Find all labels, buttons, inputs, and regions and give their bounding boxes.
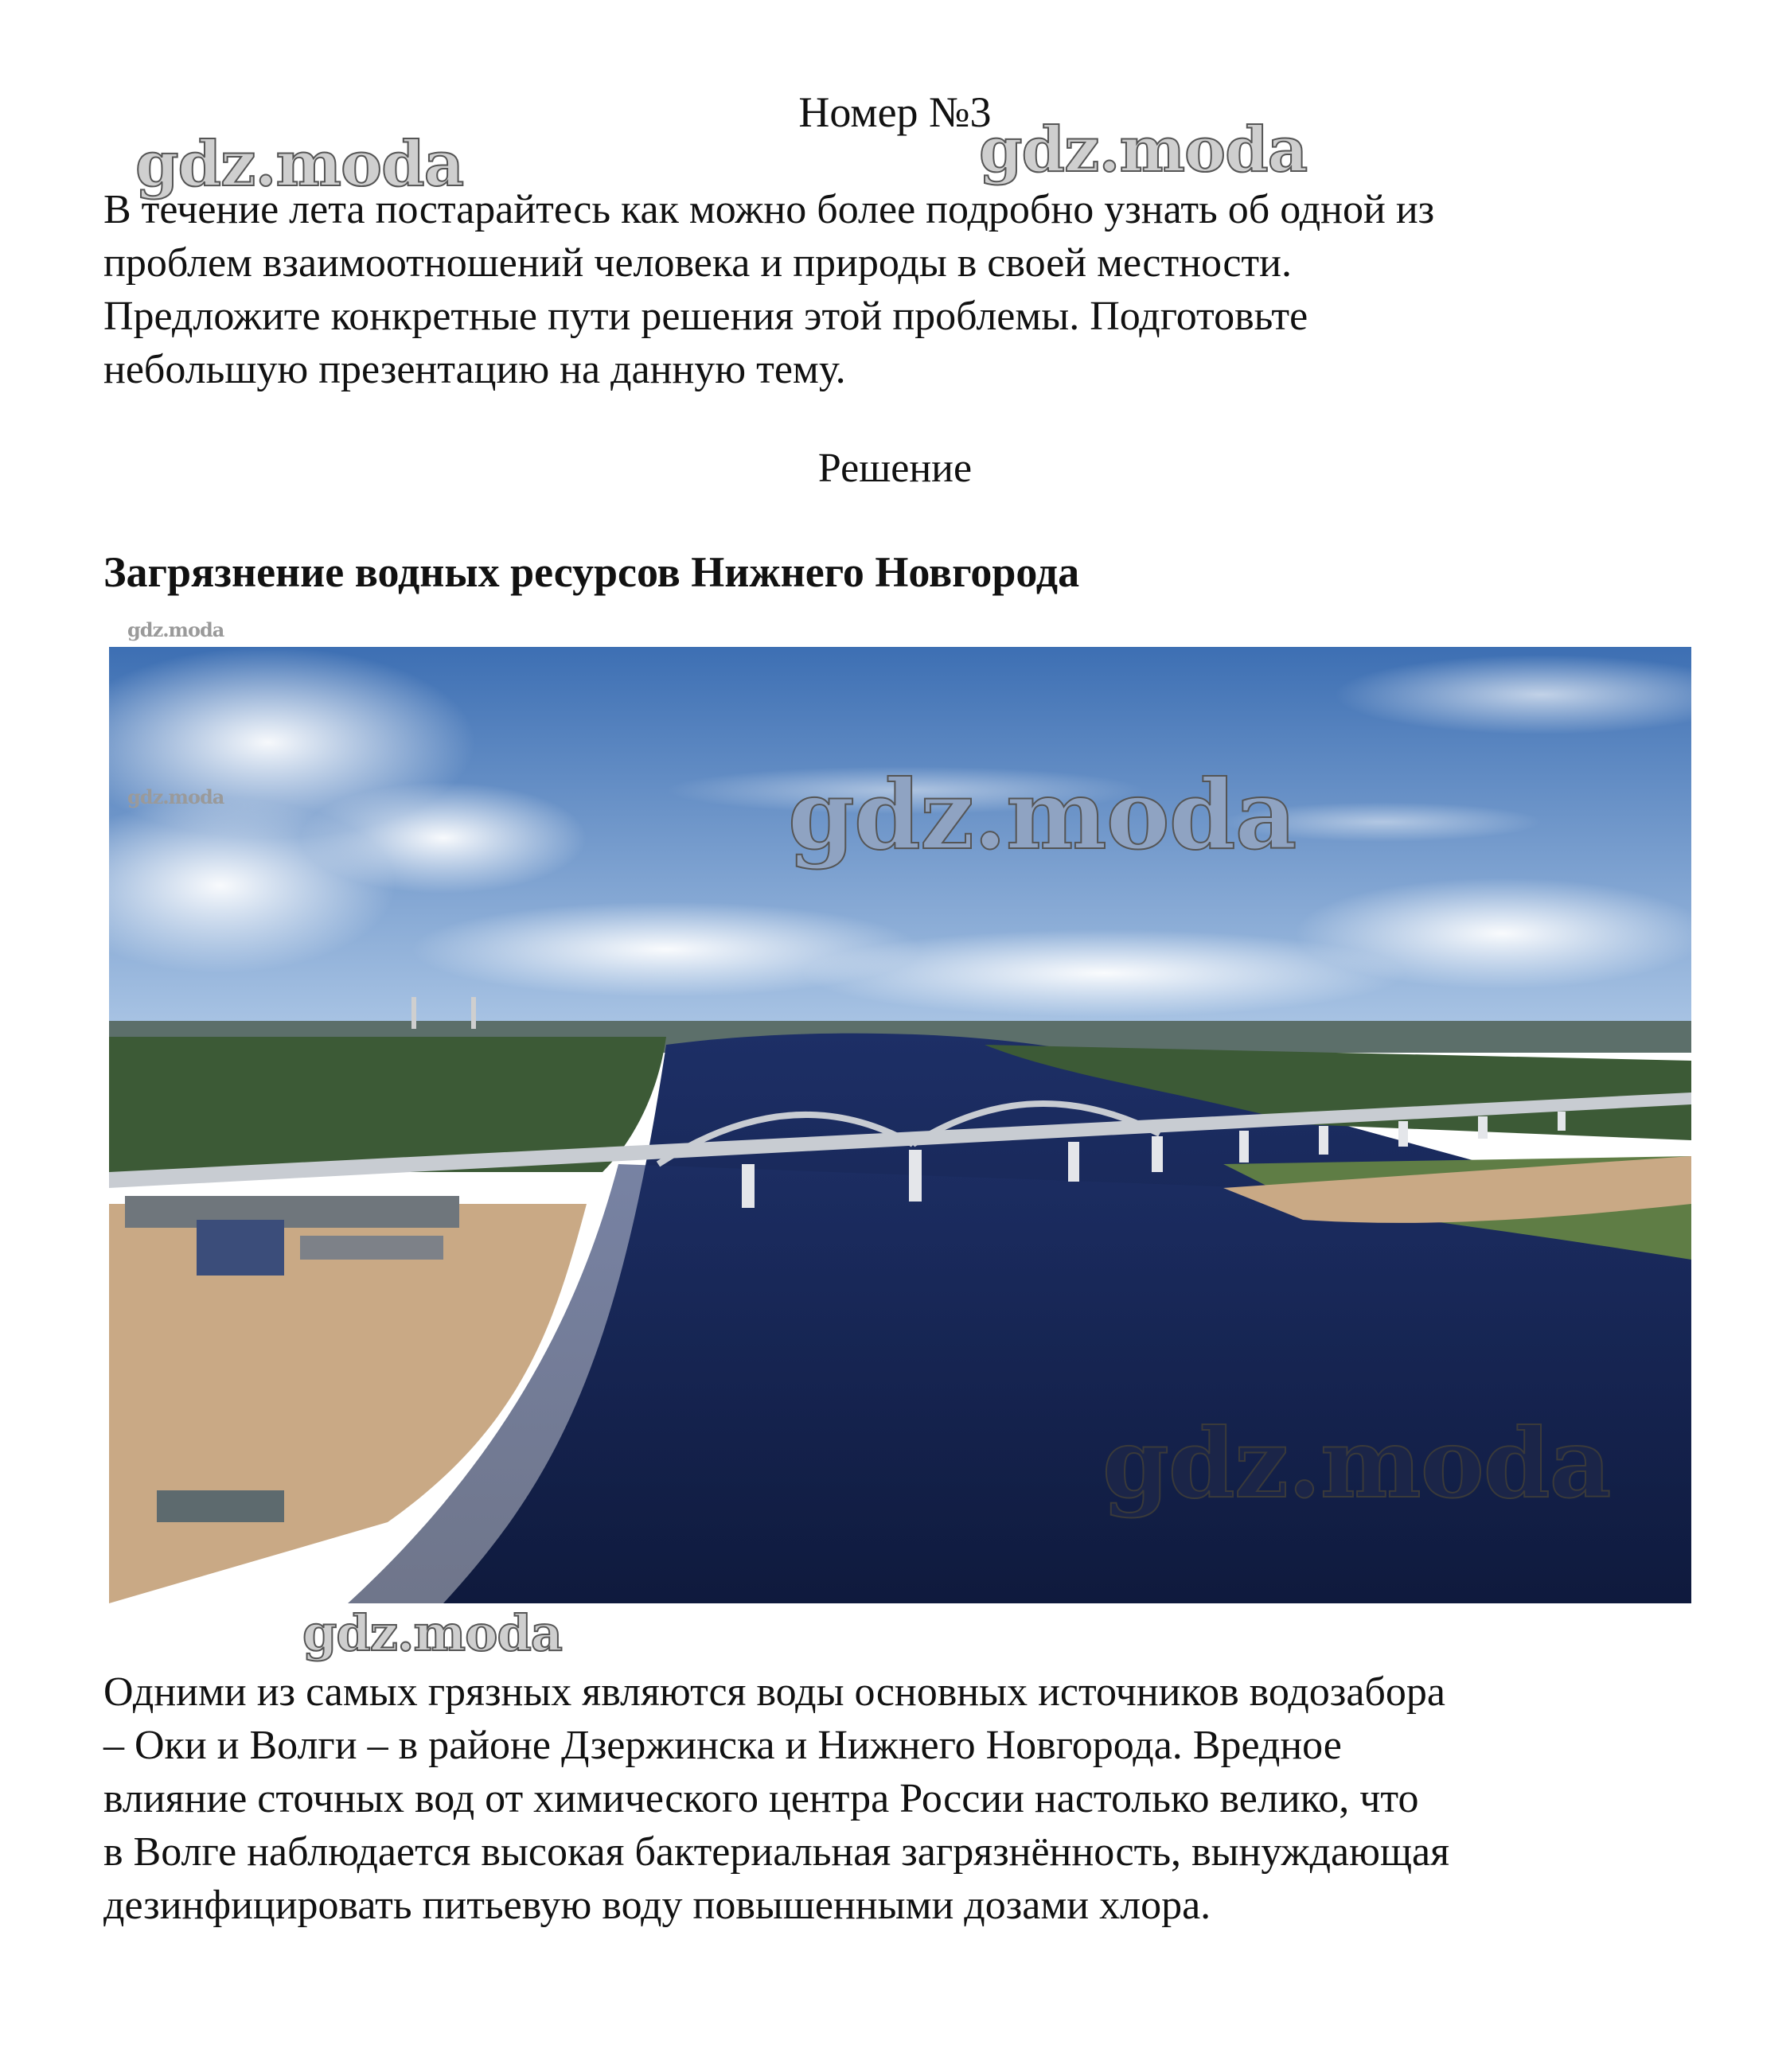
watermark: gdz.moda xyxy=(979,114,1308,186)
answer-line: – Оки и Волги – в районе Дзержинска и Нижнего Новгорода. Вредное xyxy=(103,1723,1342,1768)
watermark-small: gdz.moda xyxy=(127,785,224,808)
task-text xyxy=(103,183,1695,396)
task-line: небольшую презентацию на данную тему. xyxy=(103,347,846,392)
watermark: gdz.moda xyxy=(1102,1408,1611,1520)
task-line: проблем взаимоотношений человека и природы в своей местности. xyxy=(103,240,1292,286)
watermark: gdz.moda xyxy=(135,128,464,201)
page-title: Номер №3 xyxy=(798,88,992,136)
task-line: Предложите конкретные пути решения этой проблемы. Подготовьте xyxy=(103,294,1308,339)
solution-label: Решение xyxy=(817,446,973,491)
task-line: В течение лета постарайтесь как можно более подробно узнать об одной из xyxy=(103,187,1435,232)
answer-line: Одними из самых грязных являются воды основных источников водозабора xyxy=(103,1669,1445,1715)
answer-text xyxy=(103,1665,1695,1932)
answer-line: дезинфицировать питьевую воду повышенными дозами хлора. xyxy=(103,1883,1211,1928)
watermark: gdz.moda xyxy=(788,759,1297,871)
answer-line: в Волге наблюдается высокая бактериальная загрязнённость, вынуждающая xyxy=(103,1829,1450,1875)
answer-line: влияние сточных вод от химического центра России настолько велико, что xyxy=(103,1776,1419,1821)
section-heading: Загрязнение водных ресурсов Нижнего Новгорода xyxy=(103,548,1080,596)
watermark-small: gdz.moda xyxy=(127,618,224,641)
watermark: gdz.moda xyxy=(302,1604,562,1662)
